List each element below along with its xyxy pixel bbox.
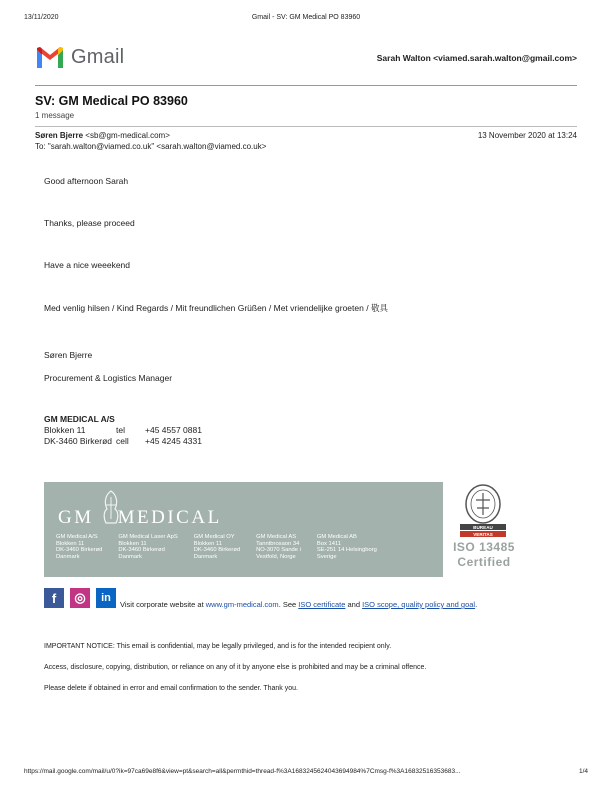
brand-gm: GM <box>58 507 94 528</box>
print-date: 13/11/2020 <box>24 14 59 21</box>
facebook-icon[interactable]: f <box>44 588 64 608</box>
phone-number: +45 4245 4331 <box>145 436 202 446</box>
message-count: 1 message <box>35 111 75 120</box>
visit-text: Visit corporate website at <box>120 600 206 609</box>
greeting-line: Good afternoon Sarah <box>44 176 129 186</box>
page-number: 1/4 <box>578 768 588 775</box>
message-divider <box>35 126 577 127</box>
office-line: GM Medical A/S <box>56 534 98 540</box>
office-line: GM Medical AB <box>316 534 357 540</box>
gmail-wordmark: Gmail <box>71 45 125 68</box>
bureau-veritas-logo <box>460 524 506 537</box>
company-address: DK-3460 Birkerød <box>44 436 113 446</box>
office-line: Danmark <box>118 553 142 560</box>
sent-date: 13 November 2020 at 13:24 <box>477 131 577 140</box>
linkedin-icon[interactable]: in <box>96 588 116 608</box>
office-line: SE-251 14 Helsingborg <box>316 547 377 554</box>
office-line: Blokken 11 <box>56 540 85 547</box>
office-list <box>56 534 437 560</box>
office-address <box>56 534 102 560</box>
gmail-logo[interactable] <box>35 44 124 70</box>
header-divider <box>35 85 577 86</box>
legal-notice: Please delete if obtained in error and email confirmation to the sender. Thank you. <box>44 685 298 692</box>
office-line: GM Medical Laser ApS <box>118 534 178 540</box>
iso-scope-link[interactable]: ISO scope, quality policy and goal <box>362 600 476 609</box>
office-line: DK-3460 Birkerød <box>193 547 241 554</box>
office-address <box>194 534 240 560</box>
office-line: NO-3070 Sande i <box>256 547 301 554</box>
phone-label: cell <box>116 436 129 446</box>
phone-number: +45 4557 0881 <box>145 425 202 435</box>
legal-notice: IMPORTANT NOTICE: This email is confidential, may be legally privileged, and is for the intended recipient only. <box>44 643 392 650</box>
iso-certificate-link[interactable]: ISO certificate <box>298 600 346 609</box>
gmail-m-icon <box>35 46 65 69</box>
iso-certified: Certified <box>457 555 511 569</box>
company-address: Blokken 11 <box>44 425 86 435</box>
body-line: Thanks, please proceed <box>44 218 135 228</box>
instagram-icon[interactable]: ◎ <box>70 588 90 608</box>
visit-text: and <box>345 600 363 609</box>
email-subject: SV: GM Medical PO 83960 <box>35 94 188 108</box>
phone-label: tel <box>116 425 125 435</box>
office-line: DK-3460 Birkerød <box>56 547 103 554</box>
bv-bottom-text: VERITAS <box>473 532 493 537</box>
corporate-links <box>120 600 477 609</box>
signature-name: Søren Bjerre <box>44 350 93 360</box>
visit-text: . <box>475 600 478 609</box>
print-header <box>24 14 588 26</box>
office-line: DK-3460 Birkerød <box>118 547 165 554</box>
company-block <box>44 414 202 447</box>
bureau-veritas-seal-icon <box>460 484 506 524</box>
legal-notice: Access, disclosure, copying, distribution, or reliance on any of it by anyone else is prohibited and may be a criminal offence. <box>44 664 427 671</box>
iso-certification <box>444 482 524 577</box>
office-line: Blokken 11 <box>118 540 147 547</box>
office-line: Box 1411 <box>316 540 341 547</box>
office-line: Tanntbrosaon 34 <box>256 540 300 547</box>
regards-line: Med venlig hilsen / Kind Regards / Mit freundlichen Grüßen / Met vriendelijke groeten / 敬具 <box>44 303 388 313</box>
company-row <box>44 436 202 447</box>
office-line: Sverige <box>316 553 337 560</box>
print-url: https://mail.google.com/mail/u/0?ik=97ca69e8f6&view=pt&search=all&permthid=thread-f%3A1683245624043694984%7Cmsg-f%3A16832516353683... <box>24 768 461 775</box>
office-line: Danmark <box>56 553 80 560</box>
company-row <box>44 425 202 436</box>
bv-top-text: BUREAU <box>473 525 493 530</box>
visit-text: . See <box>278 600 299 609</box>
sender-name: Søren Bjerre <box>35 131 84 140</box>
company-name: GM MEDICAL A/S <box>44 414 115 424</box>
sender <box>35 131 170 140</box>
recipient: To: "sarah.walton@viamed.co.uk" <sarah.walton@viamed.co.uk> <box>35 142 267 151</box>
office-line: GM Medical OY <box>193 534 235 540</box>
brand-medical: MEDICAL <box>117 507 222 528</box>
sender-email: <sb@gm-medical.com> <box>85 131 170 140</box>
office-line: Vestfold, Norge <box>256 553 296 560</box>
print-title: Gmail - SV: GM Medical PO 83960 <box>251 14 361 21</box>
office-address <box>118 534 177 560</box>
company-banner <box>44 482 443 577</box>
office-line: GM Medical AS <box>256 534 297 540</box>
social-links <box>44 588 122 608</box>
account-label: Sarah Walton <viamed.sarah.walton@gmail.com> <box>376 53 577 63</box>
office-line: Blokken 11 <box>193 540 222 547</box>
signature-title: Procurement & Logistics Manager <box>44 373 173 383</box>
body-line: Have a nice weeekend <box>44 260 131 270</box>
iso-standard: ISO 13485 <box>453 540 515 554</box>
website-link[interactable]: www.gm-medical.com <box>205 600 279 609</box>
office-address <box>317 534 377 560</box>
office-line: Danmark <box>193 553 218 560</box>
banner-brand <box>58 507 222 529</box>
office-address <box>256 534 301 560</box>
